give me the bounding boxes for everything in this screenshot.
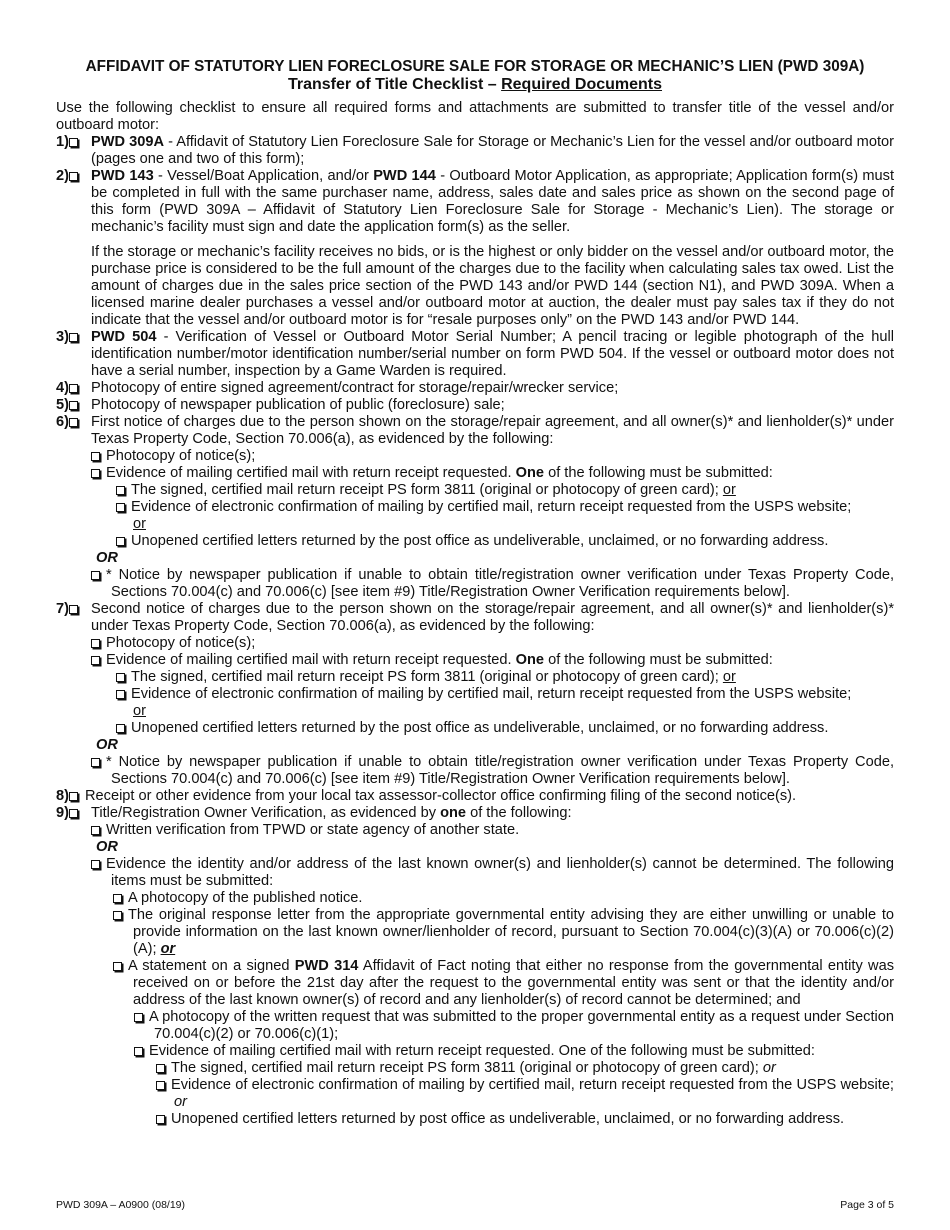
checkbox-icon[interactable]	[69, 172, 78, 181]
checkbox-icon[interactable]	[91, 656, 100, 665]
checklist-item-7: 7) Second notice of charges due to the person shown on the storage/repair agreement, and all owner(s)* and lienholder(s)* under Texas Property Code, Section 70.006(a), as evidenced by the following:	[56, 601, 894, 634]
checkbox-icon[interactable]	[116, 724, 125, 733]
checklist-subitem: A photocopy of the written request that was submitted to the proper governmental entity as a request under Section 70.004(c)(2) or 70.006(c)(1);	[56, 1009, 894, 1043]
checklist-subitem: A photocopy of the published notice.	[56, 890, 894, 907]
checklist-subitem: Written verification from TPWD or state agency of another state.	[56, 822, 894, 839]
checkbox-icon[interactable]	[116, 537, 125, 546]
checklist-item-2: 2) PWD 143 - Vessel/Boat Application, and/or PWD 144 - Outboard Motor Application, as appropriate; Application form(s) must be completed in full with the same purchaser name, address, sales date and sales price as shown on the second page of this form (PWD 309A – Affidavit of Statutory Lien Foreclosure Sale for Storage - Mechanic’s Lien). The storage or mechanic’s facility must sign and date the application form(s) as the seller.	[56, 168, 894, 235]
page-number: Page 3 of 5	[840, 1199, 894, 1211]
checklist-subitem: * Notice by newspaper publication if unable to obtain title/registration owner verification under Texas Property Code, Sections 70.004(c) and 70.006(c) [see item #9) Title/Registration Owner Verification requirements below].	[56, 754, 894, 788]
checkbox-icon[interactable]	[113, 894, 122, 903]
checklist-item-9: 9) Title/Registration Owner Verification, as evidenced by one of the following:	[56, 805, 572, 821]
checklist-subitem: Evidence of mailing certified mail with return receipt requested. One of the following must be submitted:	[56, 652, 894, 669]
sales-tax-paragraph: If the storage or mechanic’s facility receives no bids, or is the highest or only bidder on the vessel and/or outboard motor, the purchase price is considered to be the full amount of the charges due to the facility when calculating sales tax owed. List the amount of charges due in the sales price section of the PWD 143 and/or PWD 144 (section N1), and PWD 309A. When a licensed marine dealer purchases a vessel and/or outboard motor at auction, the dealer must pay sales tax if they do not indicate that the vessel and/or outboard motor is for “resale purposes only” on the PWD 143 and/or PWD 144.	[91, 244, 894, 328]
checklist-subitem: The original response letter from the appropriate governmental entity advising they are either unwilling or unable to provide information on the last known owner/lienholder of record, pursuant to Section 70.004(c)(3)(A) or 70.006(c)(2)(A); or	[56, 907, 894, 958]
checkbox-icon[interactable]	[156, 1081, 165, 1090]
form-id: PWD 309A – A0900 (08/19)	[56, 1199, 185, 1211]
checkbox-icon[interactable]	[134, 1013, 143, 1022]
checklist-subitem: Evidence the identity and/or address of the last known owner(s) and lienholder(s) cannot be determined. The following items must be submitted:	[56, 856, 894, 890]
checklist-subitem: Evidence of electronic confirmation of mailing by certified mail, return receipt requested from the USPS website; or	[56, 686, 894, 720]
checkbox-icon[interactable]	[91, 758, 100, 767]
document-title: AFFIDAVIT OF STATUTORY LIEN FORECLOSURE SALE FOR STORAGE OR MECHANIC’S LIEN (PWD 309A)	[85, 58, 865, 75]
or-separator: OR	[96, 839, 118, 855]
checklist-subitem: The signed, certified mail return receipt PS form 3811 (original or photocopy of green card); or	[56, 482, 894, 499]
checklist-subitem: Unopened certified letters returned by the post office as undeliverable, unclaimed, or no forwarding address.	[56, 720, 894, 737]
checkbox-icon[interactable]	[69, 605, 78, 614]
checkbox-icon[interactable]	[91, 860, 100, 869]
checkbox-icon[interactable]	[116, 503, 125, 512]
checklist-subitem: A statement on a signed PWD 314 Affidavit of Fact noting that either no response from the governmental entity was received on or before the 21st day after the request to the governmental entity was sent or that the identity and/or address of the last known owner(s) of record and any lienholder(s) of record cannot be determined; and	[56, 958, 894, 1009]
checklist-subitem: Photocopy of notice(s);	[56, 635, 894, 652]
checklist-item-1: 1) PWD 309A - Affidavit of Statutory Lien Foreclosure Sale for Storage or Mechanic’s Lien for the vessel and/or outboard motor (pages one and two of this form);	[56, 134, 894, 167]
or-separator: OR	[96, 737, 118, 753]
or-separator: OR	[96, 550, 118, 566]
checklist-subitem: Evidence of mailing certified mail with return receipt requested. One of the following must be submitted:	[56, 465, 894, 482]
checklist-item-5: 5) Photocopy of newspaper publication of public (foreclosure) sale;	[56, 397, 505, 413]
checklist-item-6: 6) First notice of charges due to the person shown on the storage/repair agreement, and all owner(s)* and lienholder(s)* under Texas Property Code, Section 70.006(a), as evidenced by the following:	[56, 414, 894, 447]
checklist-subitem: Photocopy of notice(s);	[56, 448, 894, 465]
checklist-subitem: Evidence of mailing certified mail with return receipt requested. One of the following must be submitted:	[56, 1043, 894, 1060]
checkbox-icon[interactable]	[116, 486, 125, 495]
checkbox-icon[interactable]	[69, 792, 78, 801]
checkbox-icon[interactable]	[69, 401, 78, 410]
checkbox-icon[interactable]	[156, 1064, 165, 1073]
checkbox-icon[interactable]	[69, 333, 78, 342]
checkbox-icon[interactable]	[91, 639, 100, 648]
checklist-subitem: Unopened certified letters returned by the post office as undeliverable, unclaimed, or no forwarding address.	[56, 533, 894, 550]
checklist-subitem: Evidence of electronic confirmation of mailing by certified mail, return receipt requested from the USPS website; or	[56, 1077, 894, 1111]
checklist-subitem: * Notice by newspaper publication if unable to obtain title/registration owner verification under Texas Property Code, Sections 70.004(c) and 70.006(c) [see item #9) Title/Registration Owner Verification requirements below].	[56, 567, 894, 601]
checkbox-icon[interactable]	[156, 1115, 165, 1124]
checklist-subitem: The signed, certified mail return receipt PS form 3811 (original or photocopy of green card); or	[56, 1060, 894, 1077]
checkbox-icon[interactable]	[91, 571, 100, 580]
checklist-item-4: 4) Photocopy of entire signed agreement/contract for storage/repair/wrecker service;	[56, 380, 619, 396]
checklist-subitem: The signed, certified mail return receipt PS form 3811 (original or photocopy of green card); or	[56, 669, 894, 686]
checklist-subitem: Evidence of electronic confirmation of mailing by certified mail, return receipt requested from the USPS website; or	[56, 499, 894, 533]
checkbox-icon[interactable]	[113, 962, 122, 971]
checkbox-icon[interactable]	[113, 911, 122, 920]
checkbox-icon[interactable]	[69, 138, 78, 147]
checkbox-icon[interactable]	[69, 809, 78, 818]
document-subtitle: Transfer of Title Checklist – Required Documents	[287, 76, 663, 93]
checklist-subitem: Unopened certified letters returned by post office as undeliverable, unclaimed, or no forwarding address.	[56, 1111, 894, 1128]
checklist-item-3: 3) PWD 504 - Verification of Vessel or Outboard Motor Serial Number; A pencil tracing or legible photograph of the hull identification number/motor identification number/serial number on form PWD 504. If the vessel or outboard motor does not have a serial number, inspection by a Game Warden is required.	[56, 329, 894, 379]
checklist-body	[56, 100, 894, 1128]
checkbox-icon[interactable]	[134, 1047, 143, 1056]
checkbox-icon[interactable]	[116, 673, 125, 682]
checkbox-icon[interactable]	[91, 452, 100, 461]
checklist-item-8: 8) Receipt or other evidence from your local tax assessor-collector office confirming filing of the second notice(s).	[56, 788, 797, 804]
checkbox-icon[interactable]	[91, 469, 100, 478]
checkbox-icon[interactable]	[69, 418, 78, 427]
checkbox-icon[interactable]	[69, 384, 78, 393]
checkbox-icon[interactable]	[91, 826, 100, 835]
checkbox-icon[interactable]	[116, 690, 125, 699]
intro-text: Use the following checklist to ensure all required forms and attachments are submitted to transfer title of the vessel and/or outboard motor:	[56, 100, 894, 133]
